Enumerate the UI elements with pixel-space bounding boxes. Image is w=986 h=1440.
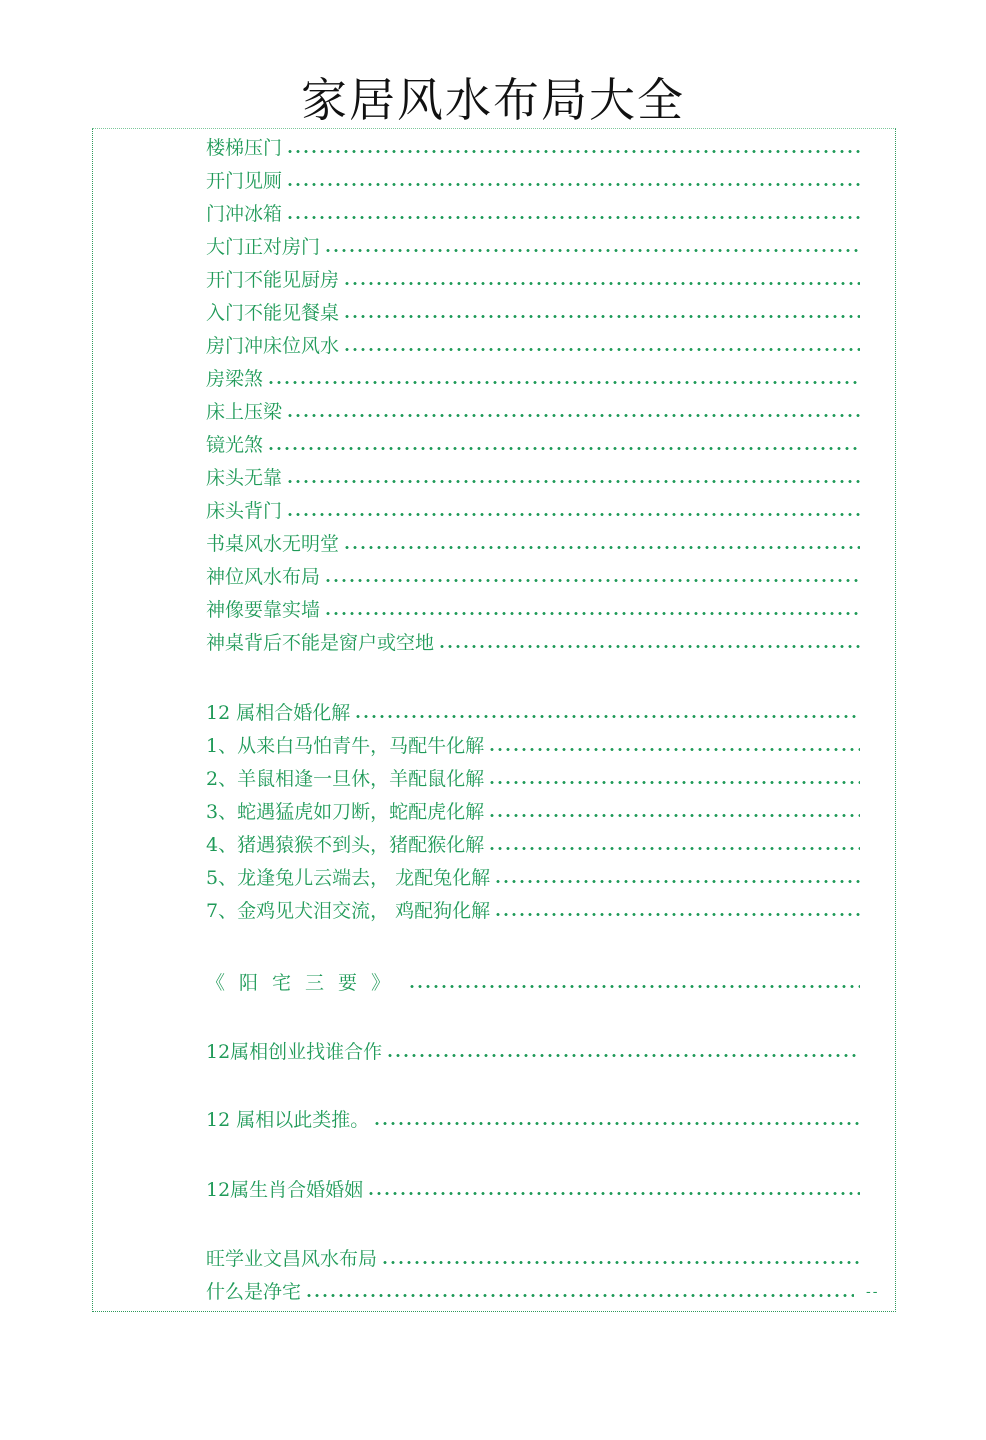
dot-leader xyxy=(386,1054,860,1057)
dot-leader xyxy=(494,880,860,883)
toc-entry-label: 3、蛇遇猛虎如刀断，蛇配虎化解 xyxy=(206,800,485,823)
toc-entry-label: 1、从来白马怕青牛，马配牛化解 xyxy=(206,734,485,757)
toc-entry-label: 旺学业文昌风水布局 xyxy=(206,1247,378,1270)
toc-entry-label: 2、羊鼠相逢一旦休，羊配鼠化解 xyxy=(206,767,485,790)
dot-leader xyxy=(408,985,860,988)
toc-entry[interactable] xyxy=(206,196,860,228)
dot-leader xyxy=(286,414,860,417)
dot-leader xyxy=(343,315,860,318)
toc-entry[interactable] xyxy=(206,1172,860,1204)
dot-leader xyxy=(286,513,860,516)
dot-leader xyxy=(438,645,860,648)
dot-leader xyxy=(267,447,860,450)
toc-entry-label: 楼梯压门 xyxy=(206,136,283,159)
dot-leader xyxy=(354,715,860,718)
toc-entry[interactable] xyxy=(206,728,860,760)
toc-entry-label: 4、猪遇猿猴不到头，猪配猴化解 xyxy=(206,833,485,856)
toc-entry-label: 神像要靠实墙 xyxy=(206,598,321,621)
dot-leader xyxy=(488,748,860,751)
toc-entry[interactable] xyxy=(206,592,860,624)
toc-entry[interactable] xyxy=(206,1102,860,1134)
dot-leader xyxy=(286,216,860,219)
dot-leader xyxy=(286,183,860,186)
dot-leader xyxy=(324,612,860,615)
toc-entry-label: 7、金鸡见犬泪交流， 鸡配狗化解 xyxy=(206,899,491,922)
toc-entry[interactable] xyxy=(206,328,860,360)
toc-entry[interactable] xyxy=(206,460,860,492)
dot-leader xyxy=(286,150,860,153)
toc-entry[interactable] xyxy=(206,1274,854,1306)
dot-leader xyxy=(367,1192,860,1195)
toc-entry[interactable] xyxy=(206,295,860,327)
dot-leader xyxy=(373,1122,860,1125)
toc-entry[interactable] xyxy=(206,493,860,525)
toc-entry-label: 开门见厕 xyxy=(206,169,283,192)
dot-leader xyxy=(488,781,860,784)
toc-entry-label: 12 属相以此类推。 xyxy=(206,1108,370,1131)
toc-entry-label: 房门冲床位风水 xyxy=(206,334,340,357)
toc-entry-label: 12 属相合婚化解 xyxy=(206,701,351,724)
toc-entry-label: 书桌风水无明堂 xyxy=(206,532,340,555)
toc-entry[interactable] xyxy=(206,526,860,558)
toc-entry[interactable] xyxy=(206,1034,860,1066)
toc-entry[interactable] xyxy=(206,965,860,997)
toc-entry-label: 什么是净宅 xyxy=(206,1280,302,1303)
toc-entry-label: 5、龙逢兔儿云端去， 龙配兔化解 xyxy=(206,866,491,889)
dot-leader xyxy=(305,1294,854,1297)
dot-leader xyxy=(267,381,860,384)
dot-leader xyxy=(343,546,860,549)
toc-entry-label: 床上压梁 xyxy=(206,400,283,423)
toc-entry-label: 大门正对房门 xyxy=(206,235,321,258)
toc-entry-label: 床头背门 xyxy=(206,499,283,522)
toc-entry-label: 门冲冰箱 xyxy=(206,202,283,225)
dot-leader xyxy=(488,814,860,817)
toc-entry[interactable] xyxy=(206,130,860,162)
dot-leader xyxy=(343,282,860,285)
toc-entry[interactable] xyxy=(206,1241,860,1273)
toc-entry[interactable] xyxy=(206,559,860,591)
toc-entry[interactable] xyxy=(206,427,860,459)
toc-entry-label: 房梁煞 xyxy=(206,367,264,390)
toc-entry-label: 12属生肖合婚婚姻 xyxy=(206,1178,364,1201)
toc-entry[interactable] xyxy=(206,262,860,294)
toc-entry-label: 镜光煞 xyxy=(206,433,264,456)
toc-entry-label: 神位风水布局 xyxy=(206,565,321,588)
toc-entry[interactable] xyxy=(206,794,860,826)
dot-leader xyxy=(381,1261,860,1264)
toc-entry[interactable] xyxy=(206,827,860,859)
toc-entry-label: 入门不能见餐桌 xyxy=(206,301,340,324)
dot-leader xyxy=(494,913,860,916)
toc-entry[interactable] xyxy=(206,163,860,195)
toc-entry-label: 《阳宅三要》 xyxy=(206,971,405,994)
dot-leader xyxy=(324,579,860,582)
dot-leader xyxy=(343,348,860,351)
toc-entry-label: 神桌背后不能是窗户或空地 xyxy=(206,631,435,654)
toc-entry-label: 12属相创业找谁合作 xyxy=(206,1040,383,1063)
toc-entry[interactable] xyxy=(206,394,860,426)
toc-entry-label: 开门不能见厨房 xyxy=(206,268,340,291)
dot-leader xyxy=(286,480,860,483)
dot-leader xyxy=(488,847,860,850)
toc-entry[interactable] xyxy=(206,625,860,657)
toc-entry[interactable] xyxy=(206,893,860,925)
corner-mark: -- xyxy=(866,1284,880,1300)
toc-entry[interactable] xyxy=(206,695,860,727)
dot-leader xyxy=(324,249,860,252)
toc-entry-label: 床头无靠 xyxy=(206,466,283,489)
toc-entry[interactable] xyxy=(206,229,860,261)
document-title: 家居风水布局大全 xyxy=(301,73,685,127)
toc-entry[interactable] xyxy=(206,361,860,393)
toc-entry[interactable] xyxy=(206,761,860,793)
toc-entry[interactable] xyxy=(206,860,860,892)
